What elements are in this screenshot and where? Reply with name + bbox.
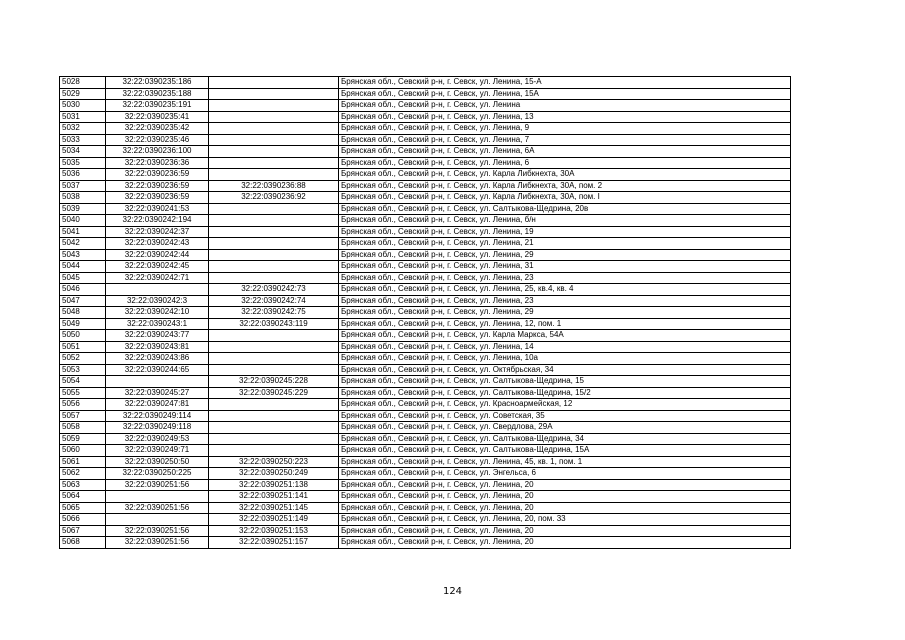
- object-cadastral-number-cell: [209, 157, 339, 169]
- address-cell: Брянская обл., Севский р-н, г. Севск, ул. Ленина, 19: [339, 226, 791, 238]
- object-cadastral-number-cell: [209, 238, 339, 250]
- land-cadastral-number-cell: 32:22:0390247:81: [106, 399, 209, 411]
- object-cadastral-number-cell: 32:22:0390251:153: [209, 525, 339, 537]
- table-row: [60, 134, 791, 146]
- object-cadastral-number-cell: [209, 134, 339, 146]
- table-row: [60, 238, 791, 250]
- land-cadastral-number-cell: 32:22:0390242:44: [106, 249, 209, 261]
- table-row: [60, 353, 791, 365]
- land-cadastral-number-cell: [106, 514, 209, 526]
- land-cadastral-number-cell: 32:22:0390235:42: [106, 123, 209, 135]
- row-number-cell: 5062: [60, 468, 106, 480]
- row-number-cell: 5032: [60, 123, 106, 135]
- table-row: [60, 203, 791, 215]
- table-row: [60, 215, 791, 227]
- address-cell: Брянская обл., Севский р-н, г. Севск, ул. Советская, 35: [339, 410, 791, 422]
- address-cell: Брянская обл., Севский р-н, г. Севск, ул. Ленина, 45, кв. 1, пом. 1: [339, 456, 791, 468]
- object-cadastral-number-cell: 32:22:0390250:249: [209, 468, 339, 480]
- table-row: [60, 456, 791, 468]
- object-cadastral-number-cell: [209, 353, 339, 365]
- land-cadastral-number-cell: 32:22:0390251:56: [106, 525, 209, 537]
- object-cadastral-number-cell: [209, 77, 339, 89]
- address-cell: Брянская обл., Севский р-н, г. Севск, ул. Ленина, 9: [339, 123, 791, 135]
- table-row: [60, 318, 791, 330]
- object-cadastral-number-cell: [209, 272, 339, 284]
- table-row: [60, 502, 791, 514]
- address-cell: Брянская обл., Севский р-н, г. Севск, ул. Ленина, 6А: [339, 146, 791, 158]
- address-cell: Брянская обл., Севский р-н, г. Севск, ул. Ленина, 20: [339, 491, 791, 503]
- object-cadastral-number-cell: 32:22:0390242:75: [209, 307, 339, 319]
- table-row: [60, 341, 791, 353]
- land-cadastral-number-cell: 32:22:0390243:77: [106, 330, 209, 342]
- object-cadastral-number-cell: 32:22:0390251:141: [209, 491, 339, 503]
- address-cell: Брянская обл., Севский р-н, г. Севск, ул. Ленина, 15-А: [339, 77, 791, 89]
- row-number-cell: 5067: [60, 525, 106, 537]
- object-cadastral-number-cell: [209, 433, 339, 445]
- row-number-cell: 5065: [60, 502, 106, 514]
- row-number-cell: 5029: [60, 88, 106, 100]
- address-cell: Брянская обл., Севский р-н, г. Севск, ул. Ленина, 20: [339, 525, 791, 537]
- object-cadastral-number-cell: [209, 203, 339, 215]
- row-number-cell: 5068: [60, 537, 106, 549]
- table-row: [60, 433, 791, 445]
- row-number-cell: 5053: [60, 364, 106, 376]
- table-row: [60, 192, 791, 204]
- table-row: [60, 410, 791, 422]
- row-number-cell: 5046: [60, 284, 106, 296]
- row-number-cell: 5055: [60, 387, 106, 399]
- land-cadastral-number-cell: 32:22:0390235:46: [106, 134, 209, 146]
- address-cell: Брянская обл., Севский р-н, г. Севск, ул. Ленина, 20: [339, 537, 791, 549]
- table-row: [60, 261, 791, 273]
- row-number-cell: 5052: [60, 353, 106, 365]
- table-row: [60, 295, 791, 307]
- row-number-cell: 5049: [60, 318, 106, 330]
- address-cell: Брянская обл., Севский р-н, г. Севск, ул. Ленина, 12, пом. 1: [339, 318, 791, 330]
- land-cadastral-number-cell: 32:22:0390251:56: [106, 537, 209, 549]
- row-number-cell: 5063: [60, 479, 106, 491]
- page-number: 124: [442, 586, 463, 597]
- address-cell: Брянская обл., Севский р-н, г. Севск, ул. Салтыкова-Щедрина, 20в: [339, 203, 791, 215]
- table-row: [60, 180, 791, 192]
- object-cadastral-number-cell: 32:22:0390242:74: [209, 295, 339, 307]
- address-cell: Брянская обл., Севский р-н, г. Севск, ул. Салтыкова-Щедрина, 15/2: [339, 387, 791, 399]
- land-cadastral-number-cell: 32:22:0390242:3: [106, 295, 209, 307]
- address-cell: Брянская обл., Севский р-н, г. Севск, ул. Салтыкова-Щедрина, 34: [339, 433, 791, 445]
- table-row: [60, 376, 791, 388]
- table-row: [60, 111, 791, 123]
- row-number-cell: 5034: [60, 146, 106, 158]
- address-cell: Брянская обл., Севский р-н, г. Севск, ул. Ленина, 20: [339, 502, 791, 514]
- address-cell: Брянская обл., Севский р-н, г. Севск, ул. Ленина, 14: [339, 341, 791, 353]
- object-cadastral-number-cell: 32:22:0390251:145: [209, 502, 339, 514]
- object-cadastral-number-cell: 32:22:0390236:92: [209, 192, 339, 204]
- table-row: [60, 169, 791, 181]
- table-row: [60, 146, 791, 158]
- table-row: [60, 479, 791, 491]
- table-row: [60, 123, 791, 135]
- table-row: [60, 157, 791, 169]
- table-row: [60, 272, 791, 284]
- row-number-cell: 5059: [60, 433, 106, 445]
- object-cadastral-number-cell: [209, 445, 339, 457]
- land-cadastral-number-cell: 32:22:0390236:59: [106, 169, 209, 181]
- row-number-cell: 5042: [60, 238, 106, 250]
- object-cadastral-number-cell: [209, 146, 339, 158]
- row-number-cell: 5054: [60, 376, 106, 388]
- address-cell: Брянская обл., Севский р-н, г. Севск, ул. Ленина, 23: [339, 295, 791, 307]
- land-cadastral-number-cell: 32:22:0390236:100: [106, 146, 209, 158]
- address-cell: Брянская обл., Севский р-н, г. Севск, ул. Карла Либкнехта, 30А: [339, 169, 791, 181]
- table-row: [60, 226, 791, 238]
- table-row: [60, 422, 791, 434]
- land-cadastral-number-cell: 32:22:0390242:43: [106, 238, 209, 250]
- table-row: [60, 249, 791, 261]
- address-cell: Брянская обл., Севский р-н, г. Севск, ул. Энгельса, 6: [339, 468, 791, 480]
- object-cadastral-number-cell: [209, 410, 339, 422]
- object-cadastral-number-cell: [209, 215, 339, 227]
- address-cell: Брянская обл., Севский р-н, г. Севск, ул. Салтыкова-Щедрина, 15А: [339, 445, 791, 457]
- land-cadastral-number-cell: [106, 284, 209, 296]
- land-cadastral-number-cell: 32:22:0390243:81: [106, 341, 209, 353]
- table-row: [60, 387, 791, 399]
- row-number-cell: 5045: [60, 272, 106, 284]
- row-number-cell: 5057: [60, 410, 106, 422]
- address-cell: Брянская обл., Севский р-н, г. Севск, ул. Ленина, 20, пом. 33: [339, 514, 791, 526]
- address-cell: Брянская обл., Севский р-н, г. Севск, ул. Ленина, 13: [339, 111, 791, 123]
- address-cell: Брянская обл., Севский р-н, г. Севск, ул. Карла Маркса, 54А: [339, 330, 791, 342]
- land-cadastral-number-cell: 32:22:0390236:36: [106, 157, 209, 169]
- land-cadastral-number-cell: 32:22:0390235:191: [106, 100, 209, 112]
- land-cadastral-number-cell: 32:22:0390242:45: [106, 261, 209, 273]
- address-cell: Брянская обл., Севский р-н, г. Севск, ул. Карла Либкнехта, 30А, пом. I: [339, 192, 791, 204]
- row-number-cell: 5039: [60, 203, 106, 215]
- object-cadastral-number-cell: [209, 261, 339, 273]
- object-cadastral-number-cell: [209, 88, 339, 100]
- row-number-cell: 5050: [60, 330, 106, 342]
- row-number-cell: 5051: [60, 341, 106, 353]
- land-cadastral-number-cell: 32:22:0390250:50: [106, 456, 209, 468]
- land-cadastral-number-cell: 32:22:0390249:118: [106, 422, 209, 434]
- table-row: [60, 77, 791, 89]
- table-row: [60, 284, 791, 296]
- address-cell: Брянская обл., Севский р-н, г. Севск, ул. Красноармейская, 12: [339, 399, 791, 411]
- table-row: [60, 525, 791, 537]
- table-row: [60, 491, 791, 503]
- object-cadastral-number-cell: [209, 422, 339, 434]
- land-cadastral-number-cell: 32:22:0390235:188: [106, 88, 209, 100]
- row-number-cell: 5035: [60, 157, 106, 169]
- row-number-cell: 5044: [60, 261, 106, 273]
- object-cadastral-number-cell: 32:22:0390245:229: [209, 387, 339, 399]
- address-cell: Брянская обл., Севский р-н, г. Севск, ул. Ленина, 6: [339, 157, 791, 169]
- property-registry-table: [59, 76, 791, 549]
- land-cadastral-number-cell: 32:22:0390244:65: [106, 364, 209, 376]
- object-cadastral-number-cell: [209, 330, 339, 342]
- object-cadastral-number-cell: [209, 100, 339, 112]
- row-number-cell: 5058: [60, 422, 106, 434]
- land-cadastral-number-cell: 32:22:0390235:41: [106, 111, 209, 123]
- row-number-cell: 5033: [60, 134, 106, 146]
- address-cell: Брянская обл., Севский р-н, г. Севск, ул. Ленина, 21: [339, 238, 791, 250]
- row-number-cell: 5043: [60, 249, 106, 261]
- object-cadastral-number-cell: 32:22:0390250:223: [209, 456, 339, 468]
- address-cell: Брянская обл., Севский р-н, г. Севск, ул. Октябрьская, 34: [339, 364, 791, 376]
- land-cadastral-number-cell: 32:22:0390242:37: [106, 226, 209, 238]
- row-number-cell: 5047: [60, 295, 106, 307]
- row-number-cell: 5060: [60, 445, 106, 457]
- land-cadastral-number-cell: 32:22:0390251:56: [106, 479, 209, 491]
- table-row: [60, 88, 791, 100]
- table-row: [60, 364, 791, 376]
- object-cadastral-number-cell: [209, 169, 339, 181]
- land-cadastral-number-cell: [106, 376, 209, 388]
- registry-table-body: [60, 77, 791, 549]
- land-cadastral-number-cell: 32:22:0390236:59: [106, 180, 209, 192]
- object-cadastral-number-cell: [209, 249, 339, 261]
- object-cadastral-number-cell: [209, 399, 339, 411]
- table-row: [60, 468, 791, 480]
- land-cadastral-number-cell: 32:22:0390250:225: [106, 468, 209, 480]
- object-cadastral-number-cell: 32:22:0390242:73: [209, 284, 339, 296]
- address-cell: Брянская обл., Севский р-н, г. Севск, ул. Карла Либкнехта, 30А, пом. 2: [339, 180, 791, 192]
- row-number-cell: 5030: [60, 100, 106, 112]
- land-cadastral-number-cell: 32:22:0390245:27: [106, 387, 209, 399]
- object-cadastral-number-cell: [209, 364, 339, 376]
- row-number-cell: 5064: [60, 491, 106, 503]
- object-cadastral-number-cell: [209, 111, 339, 123]
- row-number-cell: 5038: [60, 192, 106, 204]
- land-cadastral-number-cell: 32:22:0390242:194: [106, 215, 209, 227]
- address-cell: Брянская обл., Севский р-н, г. Севск, ул. Ленина, 29: [339, 307, 791, 319]
- land-cadastral-number-cell: 32:22:0390249:114: [106, 410, 209, 422]
- row-number-cell: 5028: [60, 77, 106, 89]
- land-cadastral-number-cell: 32:22:0390242:71: [106, 272, 209, 284]
- address-cell: Брянская обл., Севский р-н, г. Севск, ул. Ленина, б/н: [339, 215, 791, 227]
- object-cadastral-number-cell: 32:22:0390251:157: [209, 537, 339, 549]
- address-cell: Брянская обл., Севский р-н, г. Севск, ул. Свердлова, 29А: [339, 422, 791, 434]
- land-cadastral-number-cell: [106, 491, 209, 503]
- row-number-cell: 5031: [60, 111, 106, 123]
- address-cell: Брянская обл., Севский р-н, г. Севск, ул. Ленина, 25, кв.4, кв. 4: [339, 284, 791, 296]
- address-cell: Брянская обл., Севский р-н, г. Севск, ул. Ленина, 20: [339, 479, 791, 491]
- address-cell: Брянская обл., Севский р-н, г. Севск, ул. Ленина, 31: [339, 261, 791, 273]
- row-number-cell: 5040: [60, 215, 106, 227]
- address-cell: Брянская обл., Севский р-н, г. Севск, ул. Ленина, 15А: [339, 88, 791, 100]
- row-number-cell: 5066: [60, 514, 106, 526]
- object-cadastral-number-cell: 32:22:0390251:138: [209, 479, 339, 491]
- object-cadastral-number-cell: 32:22:0390243:119: [209, 318, 339, 330]
- table-row: [60, 445, 791, 457]
- object-cadastral-number-cell: [209, 341, 339, 353]
- land-cadastral-number-cell: 32:22:0390241:53: [106, 203, 209, 215]
- land-cadastral-number-cell: 32:22:0390249:53: [106, 433, 209, 445]
- land-cadastral-number-cell: 32:22:0390251:56: [106, 502, 209, 514]
- object-cadastral-number-cell: 32:22:0390236:88: [209, 180, 339, 192]
- object-cadastral-number-cell: 32:22:0390251:149: [209, 514, 339, 526]
- address-cell: Брянская обл., Севский р-н, г. Севск, ул. Ленина, 7: [339, 134, 791, 146]
- land-cadastral-number-cell: 32:22:0390236:59: [106, 192, 209, 204]
- address-cell: Брянская обл., Севский р-н, г. Севск, ул. Салтыкова-Щедрина, 15: [339, 376, 791, 388]
- land-cadastral-number-cell: 32:22:0390235:186: [106, 77, 209, 89]
- object-cadastral-number-cell: [209, 226, 339, 238]
- row-number-cell: 5041: [60, 226, 106, 238]
- row-number-cell: 5037: [60, 180, 106, 192]
- row-number-cell: 5061: [60, 456, 106, 468]
- row-number-cell: 5056: [60, 399, 106, 411]
- land-cadastral-number-cell: 32:22:0390243:1: [106, 318, 209, 330]
- table-row: [60, 330, 791, 342]
- table-row: [60, 307, 791, 319]
- table-row: [60, 100, 791, 112]
- object-cadastral-number-cell: 32:22:0390245:228: [209, 376, 339, 388]
- row-number-cell: 5048: [60, 307, 106, 319]
- land-cadastral-number-cell: 32:22:0390249:71: [106, 445, 209, 457]
- table-row: [60, 537, 791, 549]
- address-cell: Брянская обл., Севский р-н, г. Севск, ул. Ленина, 10а: [339, 353, 791, 365]
- address-cell: Брянская обл., Севский р-н, г. Севск, ул. Ленина: [339, 100, 791, 112]
- address-cell: Брянская обл., Севский р-н, г. Севск, ул. Ленина, 23: [339, 272, 791, 284]
- table-row: [60, 399, 791, 411]
- address-cell: Брянская обл., Севский р-н, г. Севск, ул. Ленина, 29: [339, 249, 791, 261]
- land-cadastral-number-cell: 32:22:0390243:86: [106, 353, 209, 365]
- table-row: [60, 514, 791, 526]
- row-number-cell: 5036: [60, 169, 106, 181]
- land-cadastral-number-cell: 32:22:0390242:10: [106, 307, 209, 319]
- object-cadastral-number-cell: [209, 123, 339, 135]
